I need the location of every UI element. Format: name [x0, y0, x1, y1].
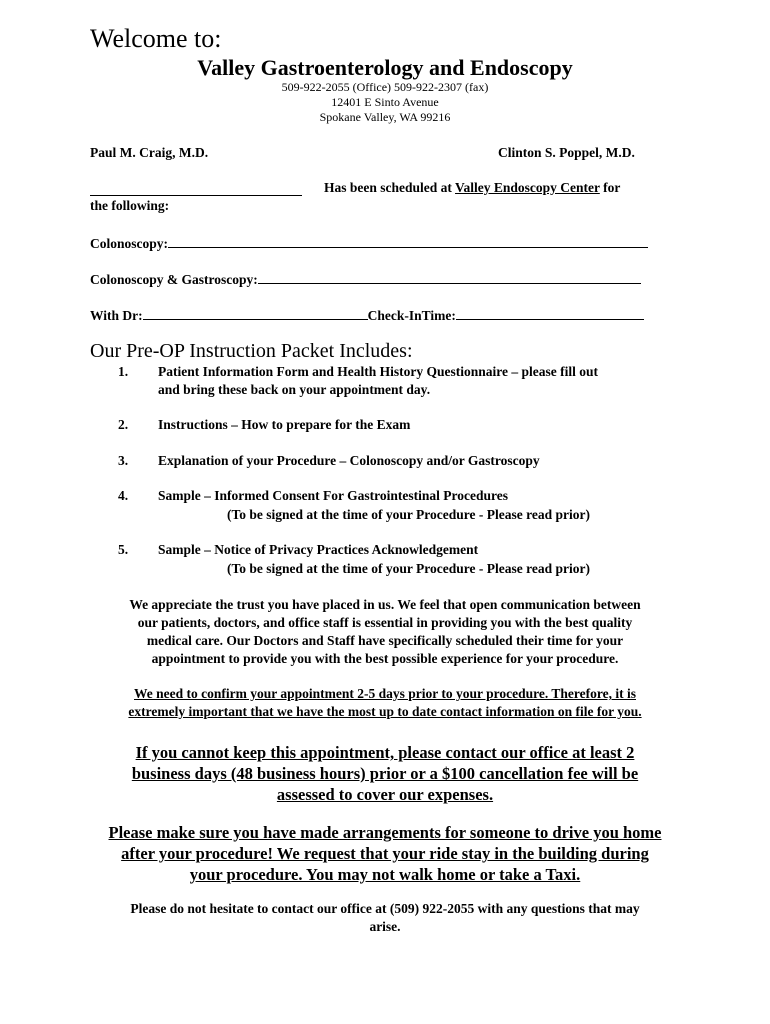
- confirm-paragraph: [0, 685, 770, 721]
- center-name: Valley Endoscopy Center: [455, 180, 600, 195]
- packet-item-4-note: (To be signed at the time of your Procedure - Please read prior): [227, 507, 590, 522]
- closing-line: Please do not hesitate to contact our office at (509) 922-2055 with any questions that may: [130, 901, 640, 916]
- street-address: 12401 E Sinto Avenue: [331, 95, 439, 109]
- cancel-line: business days (48 business hours) prior or a $100 cancellation fee will be: [131, 764, 639, 783]
- scheduled-before: Has been scheduled at: [324, 180, 452, 195]
- item-number: 4.: [118, 488, 129, 503]
- trust-paragraph: [0, 596, 770, 668]
- colon-gastro-label: Colonoscopy & Gastroscopy:: [90, 272, 258, 287]
- patient-name-field[interactable]: [90, 181, 302, 196]
- doctor-left: Paul M. Craig, M.D.: [90, 145, 209, 160]
- practice-name: Valley Gastroenterology and Endoscopy: [197, 55, 573, 80]
- packet-item-1-cont: and bring these back on your appointment day.: [158, 382, 431, 397]
- packet-item-1: [118, 364, 598, 380]
- driver-line: after your procedure! We request that your ride stay in the building during: [121, 844, 649, 863]
- packet-item-4: [118, 488, 508, 504]
- checkin-label: Check-InTime:: [367, 308, 456, 323]
- item-number: 5.: [118, 542, 129, 557]
- trust-line: We appreciate the trust you have placed in us. We feel that open communication between: [129, 597, 641, 612]
- driver-line: Please make sure you have made arrangements for someone to drive you home: [108, 823, 662, 842]
- following-text: the following:: [90, 198, 170, 213]
- item-number: 2.: [118, 417, 129, 432]
- with-dr-label: With Dr:: [90, 308, 143, 323]
- packet-item-5: [118, 542, 478, 558]
- item-number: 1.: [118, 364, 129, 379]
- cancel-line: assessed to cover our expenses.: [276, 785, 494, 804]
- colon-gastro-row: [90, 269, 641, 288]
- scheduled-after: for: [603, 180, 621, 195]
- driver-line: your procedure. You may not walk home or take a Taxi.: [189, 865, 581, 884]
- dr-checkin-row: [90, 305, 644, 324]
- item-text: Sample – Informed Consent For Gastrointestinal Procedures: [158, 488, 508, 503]
- item-text: Instructions – How to prepare for the Exam: [158, 417, 411, 432]
- cancel-line: If you cannot keep this appointment, please contact our office at least 2: [135, 743, 635, 762]
- scheduled-text: [324, 180, 620, 196]
- colonoscopy-label: Colonoscopy:: [90, 236, 169, 251]
- trust-line: medical care. Our Doctors and Staff have specifically scheduled their time for your: [146, 633, 624, 648]
- trust-line: appointment to provide you with the best possible experience for your procedure.: [151, 651, 619, 666]
- closing-paragraph: [0, 900, 770, 936]
- packet-item-2: [118, 417, 410, 433]
- packet-item-3: [118, 453, 540, 469]
- cancellation-paragraph: [0, 742, 770, 805]
- item-text: Sample – Notice of Privacy Practices Acknowledgement: [158, 542, 479, 557]
- welcome-heading: Welcome to:: [90, 24, 222, 53]
- item-text: Patient Information Form and Health History Questionnaire – please fill out: [158, 364, 598, 379]
- colon-gastro-field[interactable]: [258, 269, 641, 284]
- colonoscopy-field[interactable]: [168, 233, 648, 248]
- doctor-right: Clinton S. Poppel, M.D.: [498, 145, 635, 160]
- packet-item-5-note: (To be signed at the time of your Procedure - Please read prior): [227, 561, 590, 576]
- confirm-line: extremely important that we have the most up to date contact information on file for you.: [128, 704, 642, 719]
- trust-line: our patients, doctors, and office staff is essential in providing you with the best quality: [137, 615, 633, 630]
- confirm-line: We need to confirm your appointment 2-5 days prior to your procedure. Therefore, it is: [134, 686, 636, 701]
- item-text: Explanation of your Procedure – Colonoscopy and/or Gastroscopy: [158, 453, 540, 468]
- phone-fax-line: 509-922-2055 (Office) 509-922-2307 (fax): [281, 80, 489, 94]
- with-dr-field[interactable]: [143, 305, 368, 320]
- item-number: 3.: [118, 453, 129, 468]
- checkin-field[interactable]: [456, 305, 644, 320]
- closing-line: arise.: [369, 919, 401, 934]
- packet-heading: Our Pre-OP Instruction Packet Includes:: [90, 340, 413, 362]
- driver-paragraph: [0, 822, 770, 885]
- city-address: Spokane Valley, WA 99216: [319, 110, 451, 124]
- colonoscopy-row: [90, 233, 648, 252]
